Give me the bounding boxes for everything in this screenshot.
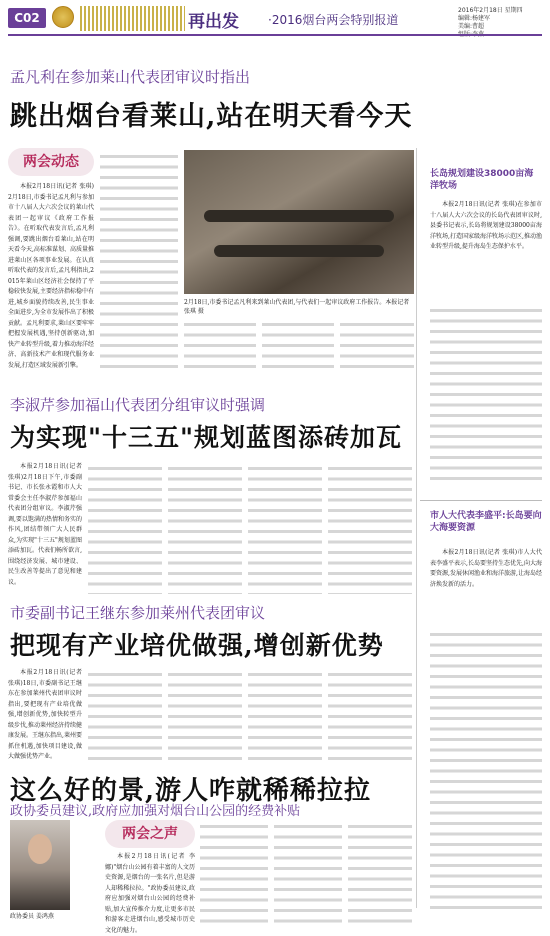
- article1-body-text: 本报2月18日讯(记者 张琪)2月18日,市委书记孟凡利与参加市十八届人大六次会议的莱山代表团一起审议《政府工作报告》。在听取代表发言后,孟凡利强调,要跳出烟台看莱山,站在明天看今天,高标准谋划、高质量推进莱山区各项事业发展。在认真听取代表的发言后,孟凡利指出,2015年莱山区经济社会保持了平稳较快发展,主要经济指标稳中有进,城乡面貌持续改善,民生事业全面进步,为全市发展作出了积极贡献。孟凡利要求,莱山区要牢牢把握发展机遇,坚持创新驱动,加快产业转型升级,着力推动海洋经济、高新技术产业和现代服务业发展,打造区域发展新引擎。: [8, 183, 94, 369]
- article1-body-col3: [184, 320, 256, 370]
- article4-body-col4: [348, 822, 412, 924]
- meeting-photo: [184, 150, 414, 294]
- article1-body-col2: [100, 152, 178, 370]
- sidebar-divider: [420, 500, 542, 501]
- sidebar-body1-cont: [430, 306, 542, 482]
- section-title: 再出发: [188, 12, 239, 32]
- article2-headline: 为实现"十三五"规划蓝图添砖加瓦: [10, 423, 403, 452]
- sidebar-body1-text: 本报2月18日讯(记者 张琪)在参加市十八届人大六次会议的长岛代表团审议时,县委书记表示,长岛将规划建设38000亩海洋牧场,打造国家级海洋牧场示范区,推动渔业转型升级,提升海岛生态保护水平。: [430, 201, 542, 250]
- article2-body-col5: [328, 464, 412, 594]
- liang-hui-zhi-sheng-logo: 两会之声: [105, 820, 195, 848]
- article3-body-col4: [248, 670, 322, 766]
- decorative-stripe: [80, 6, 185, 31]
- portrait-face: [28, 834, 52, 864]
- article2-body-col3: [168, 464, 242, 594]
- article2-kicker: 李淑芹参加福山代表团分组审议时强调: [10, 396, 266, 414]
- emblem-icon: [52, 6, 74, 28]
- article3-kicker: 市委副书记王继东参加莱州代表团审议: [10, 604, 266, 622]
- article2-body-col4: [248, 464, 322, 594]
- article3-body-col5: [328, 670, 412, 766]
- sidebar-body2-text: 本报2月18日讯(记者 张琪)市人大代表李盛平表示,长岛要坚持生态优先,向大海要资源,发展休闲渔业和海洋旅游,让海岛经济焕发新的活力。: [430, 549, 542, 588]
- article3-body: [8, 668, 82, 764]
- sidebar-heading2: 市人大代表李盛平:长岛要向大海要资源: [430, 511, 542, 533]
- article4-headline: 这么好的景,游人咋就稀稀拉拉: [10, 776, 372, 806]
- header-rule: [8, 34, 542, 36]
- sidebar-body2-cont: [430, 630, 542, 910]
- article4-body-text: 本报2月18日讯(记者 李娜)"烟台山公园有着丰富的人文历史资源,是烟台的一张名片,但是游人却稀稀拉拉。"政协委员建议,政府应加强对烟台山公园的经费补贴,加大宣传推介力度,让更多市民和游客走进烟台山,感受城市历史文化的魅力。: [105, 853, 195, 934]
- article1-body-col5: [340, 320, 414, 370]
- column-divider: [416, 148, 417, 908]
- photo-detail: [214, 245, 384, 257]
- article3-body-col2: [88, 670, 162, 766]
- liang-hui-dongtai-logo: 两会动态: [8, 148, 94, 176]
- page-header: [0, 0, 550, 36]
- article4-kicker: 政协委员建议,政府应加强对烟台山公园的经费补贴: [10, 804, 301, 819]
- portrait-caption: 政协委员 姜鸿燕: [10, 913, 54, 920]
- photo-detail: [204, 210, 394, 222]
- article4-body-col2: [200, 822, 268, 924]
- sidebar-body2: [430, 548, 542, 628]
- sidebar-heading1: 长岛规划建设38000亩海洋牧场: [430, 169, 534, 191]
- article2-body-text: 本报2月18日讯(记者 张琪)2月18日下午,市委副书记、市长张永霞和市人大常委会主任李淑芹参加福山代表团分组审议。李淑芹强调,要以饱满的热情和务实的作风,团结带领广大人民群众,为实现"十三五"规划蓝图添砖加瓦。代表们畅所欲言,围绕经济发展、城市建设、民生改善等提出了意见和建议。: [8, 463, 82, 586]
- meta-date: 2016年2月18日 星期四: [458, 7, 523, 14]
- article1-kicker: 孟凡利在参加莱山代表团审议时指出: [10, 68, 251, 86]
- article4-body: [105, 852, 195, 934]
- page-number: C02: [8, 8, 46, 28]
- article3-body-text: 本报2月18日讯(记者 张琪)18日,市委副书记王继东在参加莱州代表团审议时指出,要把现有产业培优做强,增创新优势,加快转型升级步伐,推动莱州经济持续健康发展。王继东指出,莱州要抓住机遇,加快项目建设,做大做强优势产业。: [8, 669, 82, 760]
- photo-caption: 2月18日,市委书记孟凡利来到莱山代表团,与代表们一起审议政府工作报告。本报记者 张琪 摄: [184, 299, 410, 315]
- article2-body-col2: [88, 464, 162, 594]
- article4-body-col3: [274, 822, 342, 924]
- article1-headline: 跳出烟台看莱山,站在明天看今天: [10, 101, 413, 132]
- article3-headline: 把现有产业培优做强,增创新优势: [10, 631, 384, 660]
- article1-body: [8, 182, 94, 368]
- sidebar-body1: [430, 200, 542, 304]
- article1-body-col4: [262, 320, 334, 370]
- meta-designer: 美编:曹超: [458, 23, 485, 30]
- section-subtitle: ·2016烟台两会特别报道: [268, 13, 399, 27]
- meta-editor: 编辑:杨建军: [458, 15, 491, 22]
- article3-body-col3: [168, 670, 242, 766]
- article2-body: [8, 462, 82, 592]
- delegate-portrait: [10, 820, 70, 910]
